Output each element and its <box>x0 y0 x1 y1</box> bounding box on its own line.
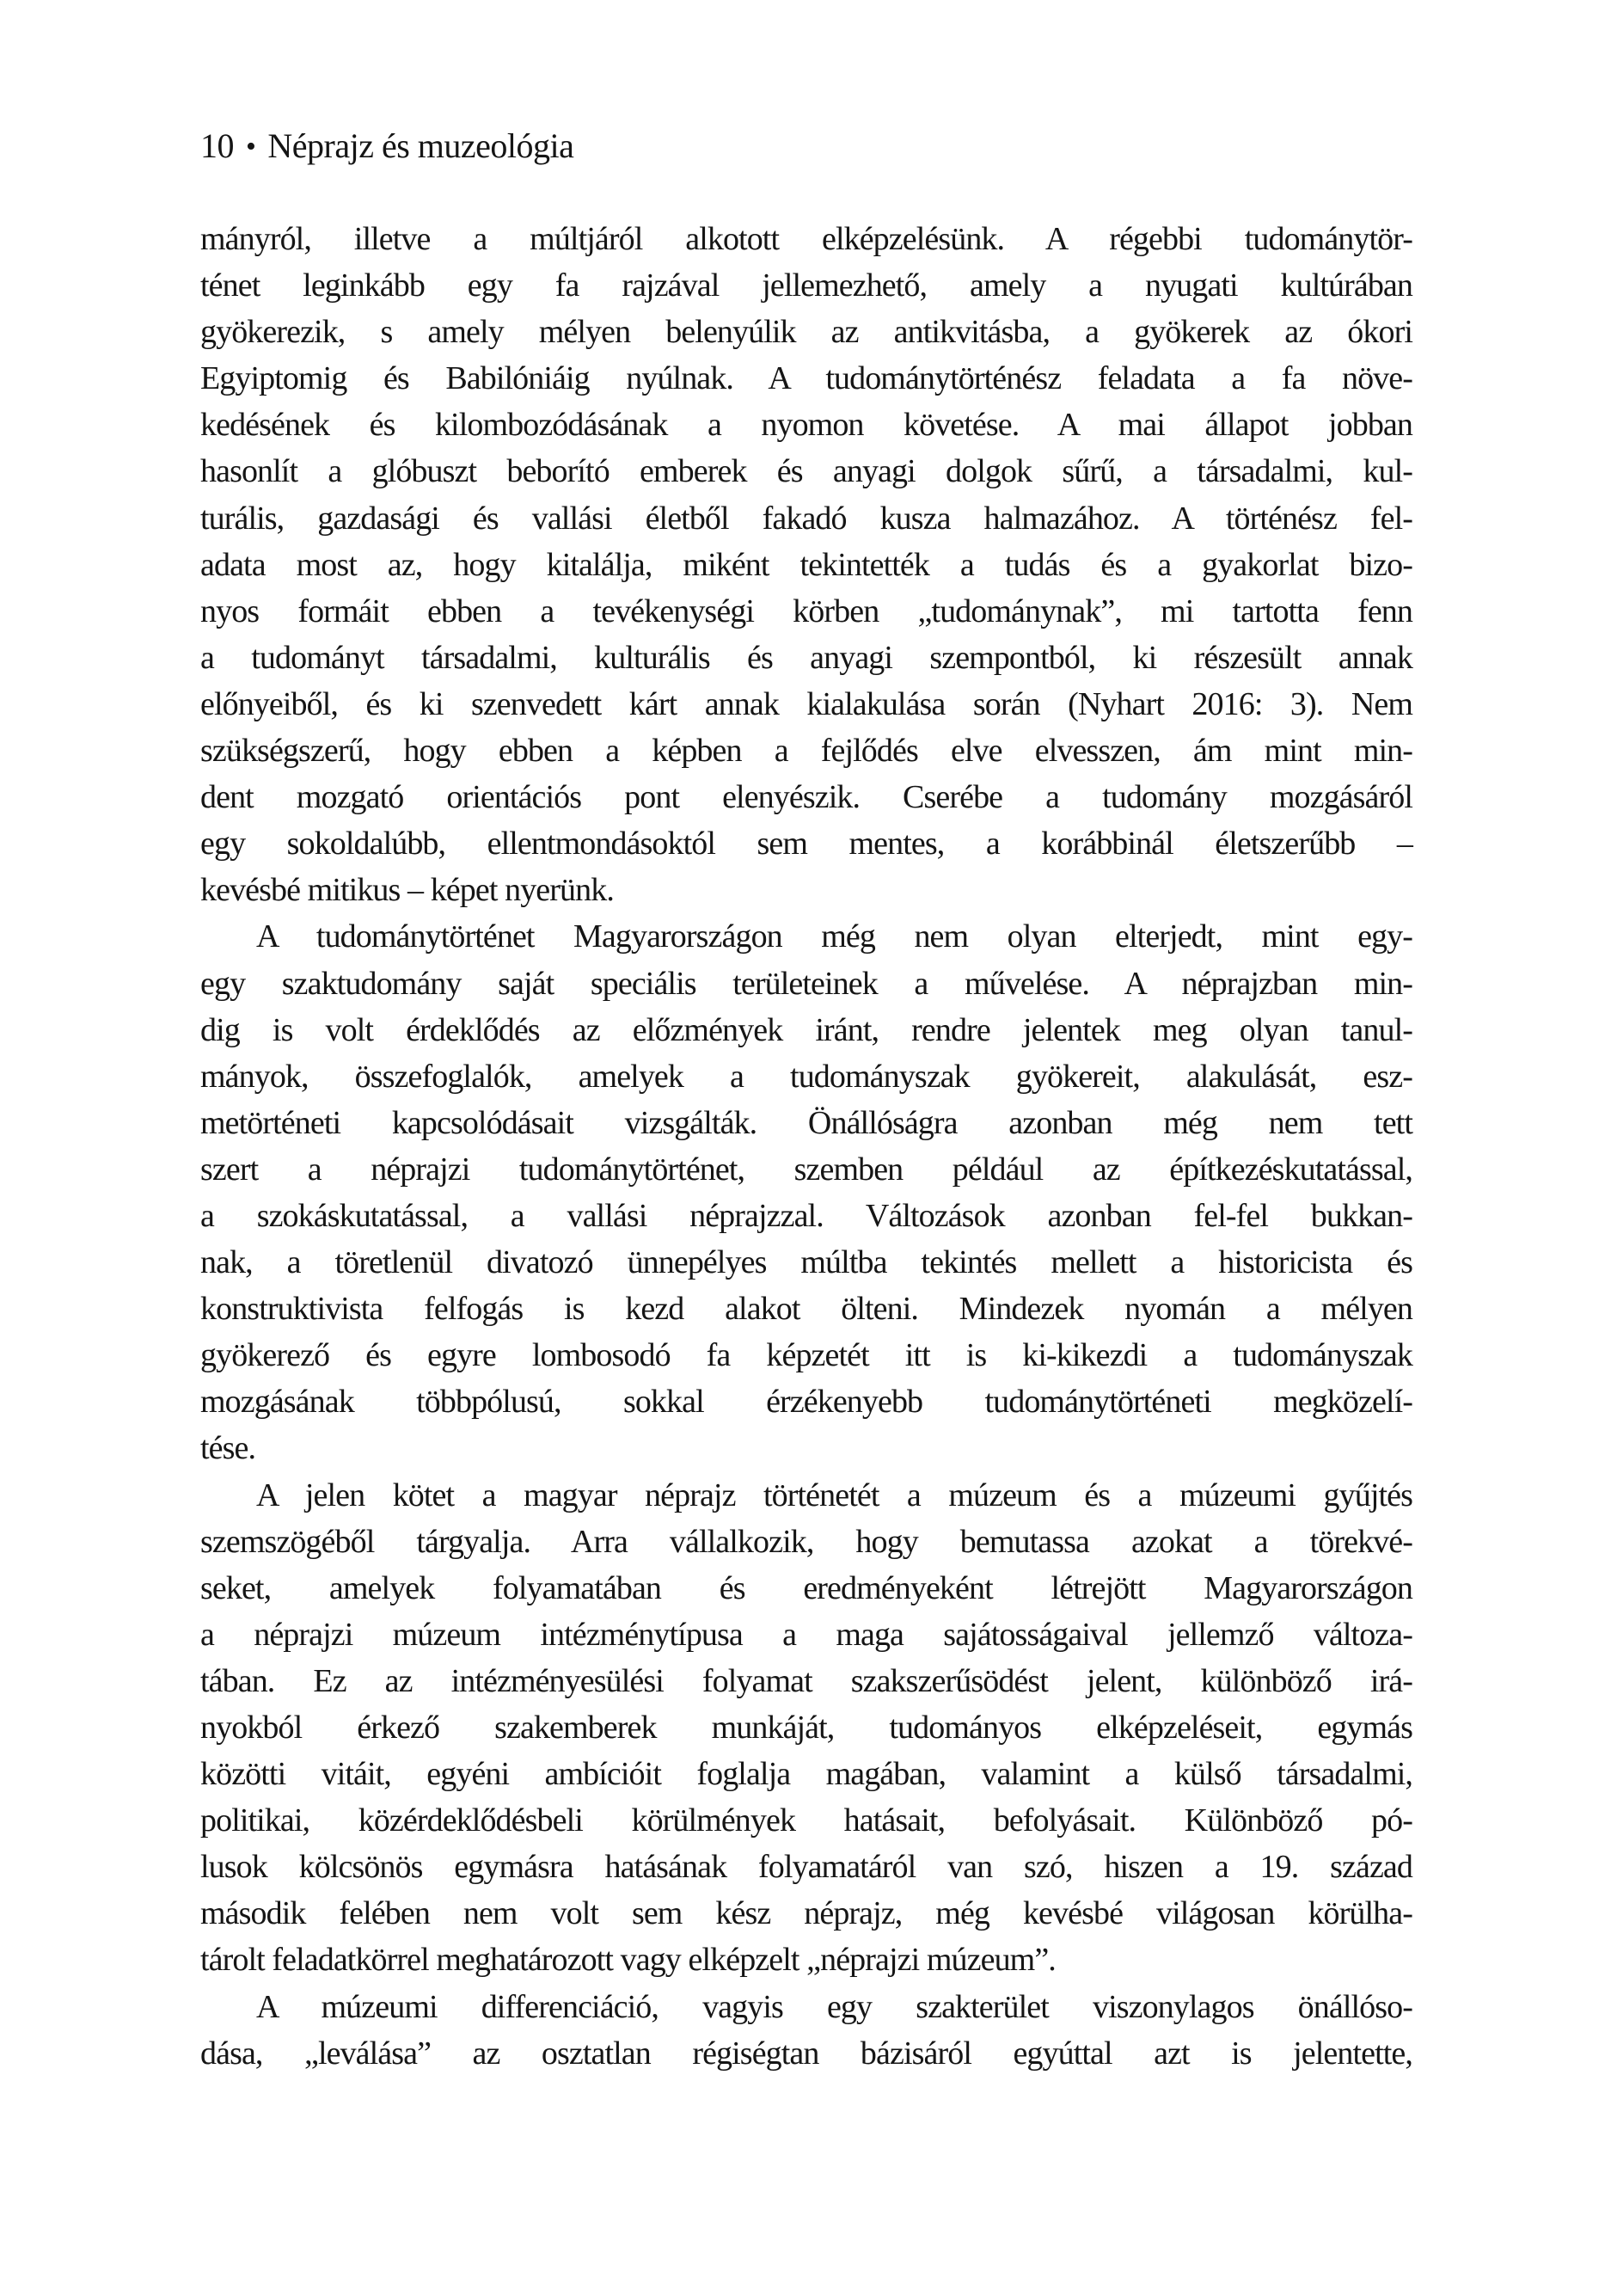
text-line: egy sokoldalúbb, ellentmondásoktól sem mentes, a korábbinál életszerűbb – <box>200 826 1412 863</box>
text-line: mányról, illetve a múltjáról alkotott elképzelésünk. A régebbi tudománytör- <box>200 221 1412 257</box>
running-header <box>200 126 573 168</box>
text-line: mozgásának többpólusú, sokkal érzékenyebb tudománytörténeti megközelí- <box>200 1384 1412 1421</box>
text-line: tése. <box>200 1430 256 1467</box>
text-line: nyokból érkező szakemberek munkáját, tudományos elképzeléseit, egymás <box>200 1710 1412 1746</box>
text-line: metörténeti kapcsolódásait vizsgálták. Önállóságra azonban még nem tett <box>200 1104 1412 1141</box>
text-line: kedésének és kilombozódásának a nyomon követése. A mai állapot jobban <box>200 407 1412 444</box>
text-line: nak, a töretlenül divatozó ünnepélyes múltba tekintés mellett a historicista és <box>200 1244 1412 1281</box>
text-line: turális, gazdasági és vallási életből fakadó kusza halmazához. A történész fel- <box>200 500 1412 537</box>
text-line: tában. Ez az intézményesülési folyamat szakszerűsödést jelent, különböző irá- <box>200 1662 1412 1699</box>
text-line: második felében nem volt sem kész néprajz, még kevésbé világosan körülha- <box>200 1895 1412 1932</box>
text-line: gyökerező és egyre lombosodó fa képzetét itt is ki-kikezdi a tudományszak <box>200 1337 1412 1374</box>
text-line: gyökerezik, s amely mélyen belenyúlik az antikvitásba, a gyökerek az ókori <box>200 314 1412 351</box>
text-line: mányok, összefoglalók, amelyek a tudományszak gyökereit, alakulását, esz- <box>200 1058 1412 1095</box>
text-line: előnyeiből, és ki szenvedett kárt annak kialakulása során (Nyhart 2016: 3). Nem <box>200 685 1412 722</box>
text-line: Egyiptomig és Babilóniáig nyúlnak. A tudománytörténész feladata a fa növe- <box>200 360 1412 397</box>
text-line: seket, amelyek folyamatában és eredményeként létrejött Magyarországon <box>200 1569 1412 1606</box>
text-line: szert a néprajzi tudománytörténet, szemben például az építkezéskutatással, <box>200 1151 1412 1188</box>
header-bullet-separator: • <box>246 131 256 163</box>
text-line: konstruktivista felfogás is kezd alakot ölteni. Mindezek nyomán a mélyen <box>200 1291 1412 1328</box>
page-number: 10 <box>200 126 234 165</box>
text-line: A jelen kötet a magyar néprajz történetét a múzeum és a múzeumi gyűjtés <box>256 1476 1412 1513</box>
text-line: adata most az, hogy kitalálja, miként tekintették a tudás és a gyakorlat bizo- <box>200 546 1412 583</box>
text-line: A tudománytörténet Magyarországon még nem olyan elterjedt, mint egy- <box>256 918 1412 955</box>
text-line: egy szaktudomány saját speciális területeinek a művelése. A néprajzban min- <box>200 965 1412 1002</box>
text-line: kevésbé mitikus – képet nyerünk. <box>200 872 614 909</box>
text-line: politikai, közérdeklődésbeli körülmények hatásait, befolyásait. Különböző pó- <box>200 1802 1412 1839</box>
running-title: Néprajz és muzeológia <box>267 126 574 165</box>
text-line: közötti vitáit, egyéni ambícióit foglalja magában, valamint a külső társadalmi, <box>200 1756 1412 1793</box>
text-line: nyos formáit ebben a tevékenységi körben „tudománynak”, mi tartotta fenn <box>200 592 1412 629</box>
text-line: hasonlít a glóbuszt beborító emberek és anyagi dolgok sűrű, a társadalmi, kul- <box>200 453 1412 490</box>
text-line: dig is volt érdeklődés az előzmények iránt, rendre jelentek meg olyan tanul- <box>200 1011 1412 1048</box>
text-line: szemszögéből tárgyalja. Arra vállalkozik, hogy bemutassa azokat a törekvé- <box>200 1523 1412 1560</box>
text-line: tárolt feladatkörrel meghatározott vagy elképzelt „néprajzi múzeum”. <box>200 1942 1056 1979</box>
text-line: a tudományt társadalmi, kulturális és anyagi szempontból, ki részesült annak <box>200 639 1412 676</box>
text-line: A múzeumi differenciáció, vagyis egy szakterület viszonylagos önállóso- <box>256 1988 1412 2025</box>
text-line: a néprajzi múzeum intézménytípusa a maga sajátosságaival jellemző változa- <box>200 1616 1412 1653</box>
text-line: dent mozgató orientációs pont elenyészik. Cserébe a tudomány mozgásáról <box>200 779 1412 816</box>
body-text <box>200 216 1412 2077</box>
text-line: a szokáskutatással, a vallási néprajzzal. Változások azonban fel-fel bukkan- <box>200 1197 1412 1234</box>
text-line: dása, „leválása” az osztatlan régiségtan bázisáról egyúttal azt is jelentette, <box>200 2035 1412 2072</box>
text-line: szükségszerű, hogy ebben a képben a fejlődés elve elvesszen, ám mint min- <box>200 733 1412 770</box>
text-line: lusok kölcsönös egymásra hatásának folyamatáról van szó, hiszen a 19. század <box>200 1849 1412 1886</box>
text-line: ténet leginkább egy fa rajzával jellemezhető, amely a nyugati kultúrában <box>200 267 1412 304</box>
